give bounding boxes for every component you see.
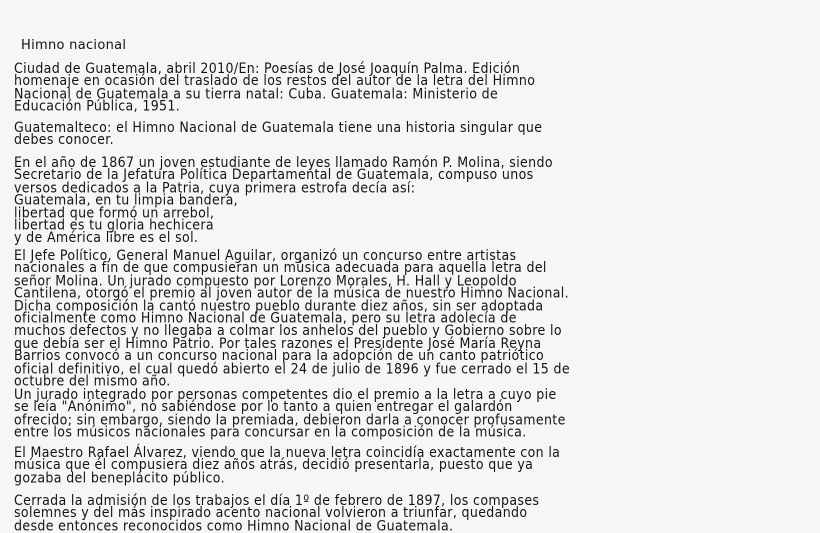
text-line: versos dedicados a la Patria, cuya primera estrofa decía así: <box>14 179 416 196</box>
document-body <box>14 38 810 533</box>
paragraph-contest <box>14 247 810 390</box>
text-line: se leía "Anónimo", no sabiéndose por lo tanto a quien entregar el galardón <box>14 398 513 415</box>
text-line: En el año de 1867 un joven estudiante de leyes llamado Ramón P. Molina, siendo <box>14 154 553 171</box>
text-line: Nacional de Guatemala a su tierra natal: Cuba. Guatemala: Ministerio de <box>14 84 499 102</box>
text-line: Cerrada la admisión de los trabajos el día 1º de febrero de 1897, los compases <box>14 491 540 508</box>
text-line: Un jurado integrado por personas competentes dio el premio a la letra a cuyo pie <box>14 385 557 403</box>
text-line: desde entonces reconocidos como Himno Nacional de Guatemala. <box>14 516 454 533</box>
paragraph-source-citation <box>14 59 810 114</box>
text-line: solemnes y del más inspirado acento nacional volvieron a triunfar, quedando <box>14 503 528 521</box>
verse-line: y de América libre es el sol. <box>14 229 199 247</box>
text-line: Educación Pública, 1951. <box>14 97 181 114</box>
text-line: El Jefe Político, General Manuel Aguilar, organizó un concurso entre artistas <box>14 247 517 264</box>
paragraph-origin <box>14 154 810 247</box>
paragraph-jury <box>14 385 810 440</box>
text-line: debes conocer. <box>14 130 114 148</box>
text-line: ofrecido; sin embargo, siendo la premiada, debieron darla a conocer profusamente <box>14 410 566 428</box>
text-line: Dicha composición la cantó nuestro pueblo durante diez años, sin ser adoptada <box>14 297 544 314</box>
text-line: Guatemalteco: el Himno Nacional de Guatemala tiene una historia singular que <box>14 118 543 135</box>
text-line: oficial definitivo, el cual quedó abierto el 24 de julio de 1896 y fue cerrado el 15 de <box>14 360 570 377</box>
text-line: que debía ser el Himno Patrio. Por tales razones el Presidente José María Reyna <box>14 334 542 352</box>
text-line: Barrios convocó a un concurso nacional para la adopción de un canto patriótico <box>14 347 545 364</box>
verse-line: libertad es tu gloria hechicera <box>14 216 214 234</box>
text-line: octubre del mismo año. <box>14 372 171 390</box>
text-line: El Maestro Rafael Álvarez, viendo que la nueva letra coincidía exactamente con la <box>14 444 561 461</box>
text-line: Ciudad de Guatemala, abril 2010/En: Poesías de José Joaquín Palma. Edición <box>14 59 521 77</box>
text-line: Cantilena, otorgó el premio al joven autor de la música de nuestro Himno Nacional. <box>14 284 569 302</box>
paragraph-conclusion <box>14 491 810 533</box>
verse-line: libertad que formó un arrebol, <box>14 204 215 221</box>
text-line: Secretario de la Jefatura Política Departamental de Guatemala, compuso unos <box>14 166 534 184</box>
text-line: gozaba del beneplácito público. <box>14 469 225 486</box>
text-line: oficialmente como Himno Nacional de Guatemala, pero su letra adolecía de <box>14 309 517 327</box>
text-line: entre los músicos nacionales para concursar en la composición de la música. <box>14 423 527 440</box>
text-line: muchos defectos y no llegaba a colmar los anhelos del pueblo y Gobierno sobre lo <box>14 322 562 339</box>
document-title: Himno nacional <box>21 38 127 53</box>
text-line: nacionales a fin de que compusieran un música adecuada para aquella letra del <box>14 259 547 277</box>
paragraph-alvarez <box>14 446 810 484</box>
text-line: homenaje en ocasión del traslado de los restos del autor de la letra del Himno <box>14 72 536 89</box>
text-line: música que él compusiera diez años atrás, decidió presentarla, puesto que ya <box>14 456 534 474</box>
paragraph-intro <box>14 118 810 148</box>
text-line: señor Molina. Un jurado compuesto por Lorenzo Morales, H. Hall y Leopoldo <box>14 272 517 289</box>
verse-line: Guatemala, en tu limpia bandera, <box>14 191 239 209</box>
